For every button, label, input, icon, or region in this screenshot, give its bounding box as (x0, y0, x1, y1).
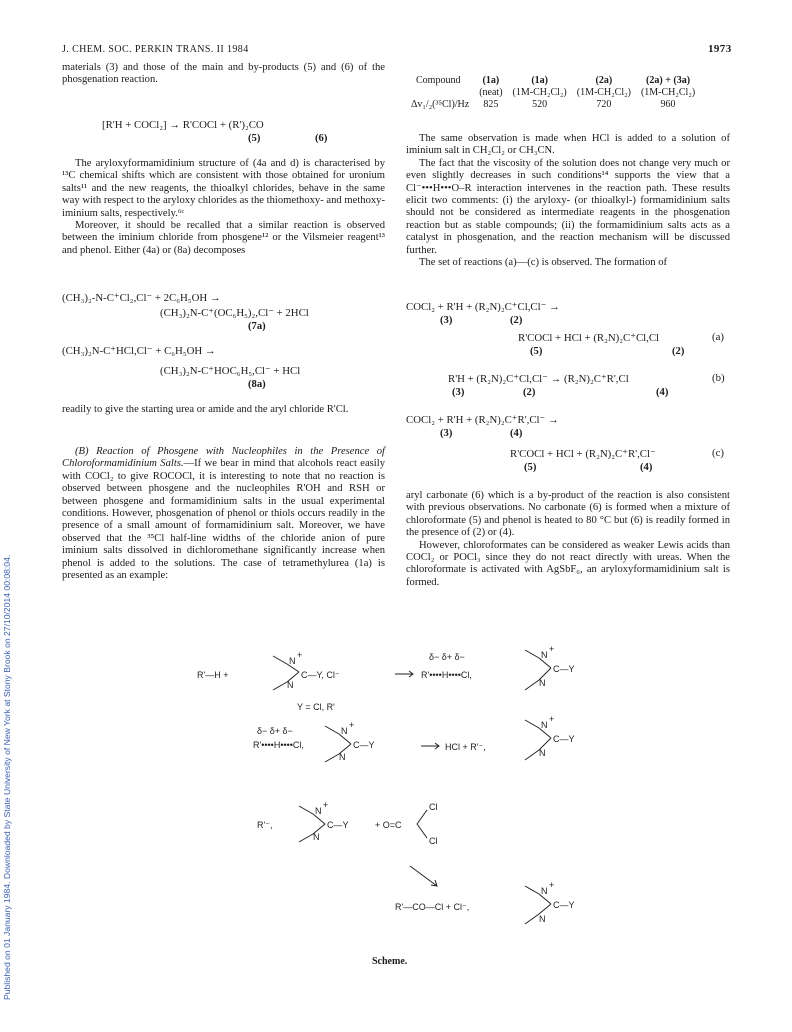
right-para-4 (406, 490, 730, 589)
page-number: 1973 (708, 43, 732, 55)
table-cell: 825 (483, 99, 499, 110)
n-atom: N (315, 806, 322, 816)
c-y-label: C—Y (553, 900, 575, 910)
table-cell: (neat) (479, 87, 503, 98)
n-atom: N (541, 650, 548, 660)
eq3-label: (8a) (248, 379, 266, 390)
n-atom: N (289, 656, 296, 666)
reaction-c-1: COCl₂ + R'H + (R₂N)₂C⁺R',Cl⁻ → (406, 414, 559, 426)
rb-label-4: (4) (656, 387, 669, 398)
linewidth-table (406, 75, 700, 111)
scheme-caption: Scheme. (372, 956, 408, 967)
table-cell: (2a) + (3a) (646, 75, 691, 86)
table-cell: (1a) (482, 75, 500, 86)
para-text: Moreover, it should be recalled that a similar reaction is observed between the iminium chloride from phosgene¹² or the Vilsmeier reagent¹³ and phenol. Either (4a) or (8a) decomposes (62, 220, 385, 256)
ra1-label-3: (3) (440, 315, 453, 326)
table-cell (406, 87, 474, 99)
equation-3a: (CH₃)₂N-C⁺HCl,Cl⁻ + C₆H₅OH → (62, 345, 216, 357)
scheme-partials-1: δ− δ+ δ− (429, 652, 465, 662)
table-cell: (1M-CH₂Cl₂) (512, 87, 567, 98)
plus-sign: + (323, 800, 329, 810)
c-y-label: C—Y (553, 664, 575, 674)
table-cell: (2a) (595, 75, 613, 86)
scheme-r3-cl-top: Cl (429, 802, 438, 812)
reaction-a-1: COCl₂ + R'H + (R₂N)₂C⁺Cl,Cl⁻ → (406, 301, 560, 313)
scheme-r3-mid: + O=C (375, 820, 402, 830)
scheme-y-def: Y = Cl, R' (297, 702, 335, 712)
scheme-r3-left: R'⁻, (257, 820, 273, 830)
left-para-0 (62, 62, 385, 87)
plus-sign: + (349, 720, 355, 730)
para-text: readily to give the starting urea or amide and the aryl chloride R'Cl. (62, 404, 349, 415)
scheme-r1-left: R'—H + (197, 670, 229, 680)
table-cell: (1a) (531, 75, 548, 86)
n-atom: N (339, 752, 346, 762)
right-para-1 (406, 133, 730, 269)
table-row (406, 75, 700, 87)
reaction-a-2: R'COCl + HCl + (R₂N)₂C⁺Cl,Cl (518, 332, 660, 344)
plus-sign: + (549, 644, 555, 654)
table-cell: Compound (416, 75, 461, 86)
n-atom: N (313, 832, 320, 842)
n-atom: N (341, 726, 348, 736)
para-text: The fact that the viscosity of the solution does not change very much or even slightly decreases in such conditions¹⁴ supports the view that a Cl⁻•••H•••O–R interaction intervenes in the reaction path. These results elicit two comments: (i) the aryloxy- (or thioalkyl-) formamidinium salts should not be considered as intermediate reagents in the phosgenation reaction but as stable compounds; (ii) the formamidinium salts acts as a catalyst in phosgenation, and the reaction mechanism will be discussed further. (406, 157, 730, 256)
n-atom: N (287, 680, 294, 690)
section-heading: (B) Reaction of Phosgene with Nucleophiles in the Presence of Chloroformamidinium Salts. (62, 446, 385, 470)
scheme-r2-mid: HCl + R'⁻, (445, 742, 486, 752)
running-header: J. CHEM. SOC. PERKIN TRANS. II 1984 (62, 44, 249, 55)
download-notice: Published on 01 January 1984. Downloaded by State University of New York at Stony Brook on 27/10/2014 00:08:04. (2, 554, 12, 1000)
table-cell: 960 (660, 99, 676, 110)
equation-3b: (CH₃)₂N-C⁺HOC₆H₅,Cl⁻ + HCl (160, 365, 301, 377)
rc1-label-3: (3) (440, 428, 453, 439)
reaction-b: R'H + (R₂N)₂C⁺Cl,Cl⁻ → (R₂N)₂C⁺R',Cl (448, 373, 629, 385)
equation-2b: (CH₃)₂N-C⁺(OC₆H₅)₂,Cl⁻ + 2HCl (160, 307, 309, 319)
para-text: —If we bear in mind that alcohols react easily with COCl₂ to give ROCOCl, it is interesting to note that no reaction is observed between phosgene and the nucleophiles R'OH and RSH or between phosgene and formamidinium salts in the usual experimental conditions. However, phosgenation of phenol or thiols occurs readily in the presence of a small amount of formamidinium salt. Moreover, we have observed that the ³⁵Cl half-line widths of the chloride anion of pure iminium salts dissolved in dichloromethane significantly increase when phenol is added to the solutions. The case of tetramethylurea (1a) is presented as an example: (62, 458, 385, 582)
eq2-label: (7a) (248, 321, 266, 332)
left-para-3 (62, 404, 385, 416)
n-atom: N (541, 720, 548, 730)
scheme-r1-mid: C—Y, Cl⁻ (301, 670, 340, 680)
table-cell: (1M-CH₂Cl₂) (640, 87, 696, 98)
para-text: The aryloxyformamidinium structure of (4a and d) is characterised by ¹³C chemical shifts which are consistent with those obtained for uronium salts¹¹ and the new reagents, the thioalkyl chlorides, behave in the same way with respect to the aryloxy chlorides as the thiomethoxy- and methoxy-iminium salts, respectively.⁶ᶜ (62, 158, 385, 219)
c-y-label: C—Y (553, 734, 575, 744)
plus-sign: + (549, 714, 555, 724)
rc2-label-4: (4) (640, 462, 653, 473)
para-text: However, chloroformates can be considered as weaker Lewis acids than COCl₂ or POCl₃ since they do not react directly with ureas. When the chloroformate is activated with AgSbF₆, an aryloxyformamidinium salt is formed. (406, 539, 730, 588)
para-text: The set of reactions (a)—(c) is observed. The formation of (419, 257, 668, 269)
ra2-label-2: (2) (672, 346, 685, 357)
table-cell: Δv₁/₂(³⁵Cl)/Hz (411, 99, 470, 110)
c-y-label: C—Y (353, 740, 375, 750)
table-row (406, 87, 700, 99)
n-atom: N (541, 886, 548, 896)
table-cell: 720 (596, 99, 612, 110)
reaction-scheme (195, 638, 615, 958)
ra2-label-5: (5) (530, 346, 543, 357)
n-atom: N (539, 748, 546, 758)
left-para-1 (62, 158, 385, 257)
reaction-c-tag: (c) (712, 447, 724, 459)
rb-label-2: (2) (523, 387, 536, 398)
table-cell: (1M-CH₂Cl₂) (576, 87, 631, 98)
rc1-label-4: (4) (510, 428, 523, 439)
para-text: The same observation is made when HCl is added to a solution of iminium salt in CH₂Cl₂ or CH₃CN. (406, 133, 730, 157)
n-atom: N (539, 914, 546, 924)
equation-1: [R'H + COCl₂] → R'COCl + (R')₂CO (102, 119, 264, 131)
table-cell: 520 (532, 99, 548, 110)
n-atom: N (539, 678, 546, 688)
rb-label-3: (3) (452, 387, 465, 398)
plus-sign: + (549, 880, 555, 890)
eq1-label-6: (6) (315, 133, 328, 144)
scheme-r2-left: R'••••H••••Cl, (253, 740, 304, 750)
plus-sign: + (297, 650, 303, 660)
para-text: aryl carbonate (6) which is a by-product of the reaction is also consistent with previous observations. No carbonate (6) is formed when a mixture of chloroformate (5) and phenol is heated to 80 °C but (6) is readily formed in the presence of (2) or (4). (406, 490, 730, 539)
scheme-r4: R'—CO—Cl + Cl⁻, (395, 902, 470, 912)
ra1-label-2: (2) (510, 315, 523, 326)
para-text: materials (3) and those of the main and by-products (5) and (6) of the phosgenation reaction. (62, 62, 385, 86)
equation-2a: (CH₃)₂-N-C⁺Cl₂,Cl⁻ + 2C₆H₅OH → (62, 292, 221, 304)
rc2-label-5: (5) (524, 462, 537, 473)
scheme-r3-cl-bottom: Cl (429, 836, 438, 846)
c-y-label: C—Y (327, 820, 349, 830)
scheme-r1-right: R'••••H••••Cl, (421, 670, 472, 680)
reaction-c-2: R'COCl + HCl + (R₂N)₂C⁺R',Cl⁻ (510, 448, 656, 460)
left-section-b (62, 446, 385, 582)
reaction-a-tag: (a) (712, 331, 724, 343)
eq1-label-5: (5) (248, 133, 261, 144)
reaction-b-tag: (b) (712, 372, 725, 384)
scheme-partials-2: δ− δ+ δ− (257, 726, 293, 736)
table-row (406, 99, 700, 111)
